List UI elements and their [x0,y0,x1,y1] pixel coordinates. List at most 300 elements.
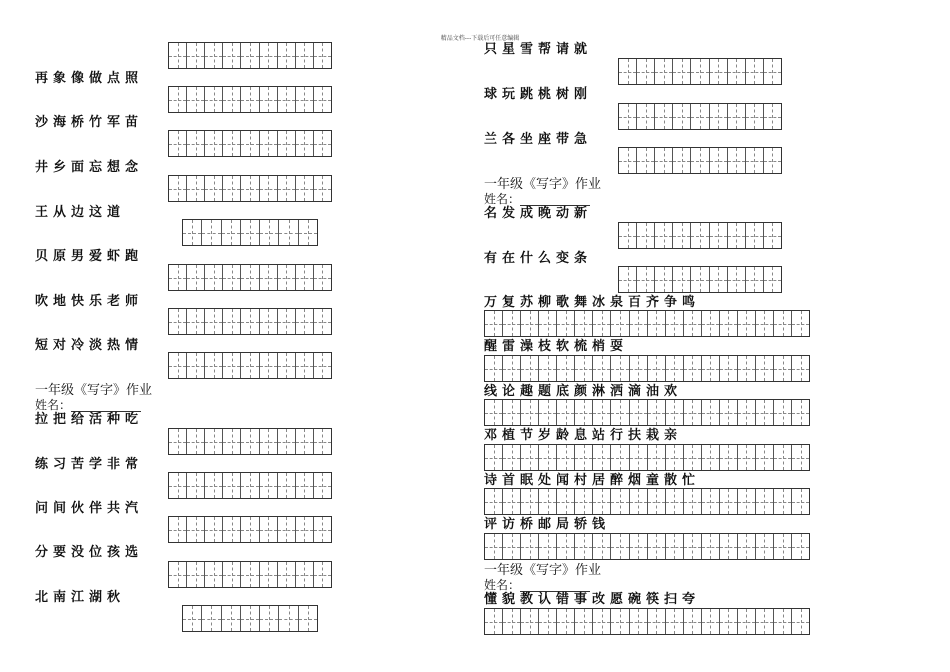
writing-cell [205,473,223,498]
writing-cell [183,220,202,245]
writing-cell [738,534,756,559]
writing-cell [278,429,296,454]
writing-cell [655,223,673,248]
writing-cell [702,400,720,425]
writing-cell [521,311,539,336]
writing-cell [296,265,314,290]
writing-cell [792,445,809,470]
writing-cell [673,148,691,173]
writing-grid [618,266,782,293]
writing-cell [792,356,809,381]
writing-cell [205,353,223,378]
writing-cell [764,104,781,129]
writing-cell [666,489,684,514]
writing-cell [764,267,781,292]
writing-cell [223,517,241,542]
writing-cell [260,87,278,112]
writing-cell [260,220,279,245]
writing-grid [484,533,810,560]
writing-cell [169,473,187,498]
writing-cell [619,104,637,129]
writing-cell [666,534,684,559]
writing-cell [260,562,278,587]
character-row: 再象像做点照 [35,71,144,86]
writing-cell [666,356,684,381]
writing-cell [503,356,521,381]
writing-cell [792,489,809,514]
writing-cell [521,356,539,381]
writing-cell [673,223,691,248]
writing-cell [223,353,241,378]
writing-cell [593,400,611,425]
writing-cell [278,131,296,156]
writing-cell [485,400,503,425]
writing-cell [169,131,187,156]
writing-cell [666,609,684,634]
writing-cell [702,609,720,634]
character-row: 沙海桥竹军苗 [35,115,144,130]
writing-cell [648,356,666,381]
writing-cell [648,311,666,336]
writing-cell [557,534,575,559]
writing-grid [168,130,332,157]
character-row: 线论趣题底颜淋洒滴油欢 [484,384,683,399]
writing-cell [710,223,728,248]
writing-cell [666,400,684,425]
writing-cell [637,148,655,173]
writing-cell [187,473,205,498]
writing-cell [296,562,314,587]
writing-cell [241,309,259,334]
writing-cell [260,606,279,631]
writing-cell [630,356,648,381]
character-row: 诗首眠处闻村居醉烟童散忙 [484,473,701,488]
writing-cell [720,356,738,381]
writing-cell [503,400,521,425]
writing-cell [746,267,764,292]
writing-cell [655,59,673,84]
writing-cell [205,43,223,68]
assignment-title: 一年级《写字》作业 [35,383,153,398]
writing-grid [484,310,810,337]
writing-cell [673,267,691,292]
writing-cell [296,429,314,454]
writing-cell [187,353,205,378]
writing-cell [720,311,738,336]
writing-cell [278,562,296,587]
writing-cell [521,609,539,634]
writing-cell [296,87,314,112]
writing-cell [648,445,666,470]
writing-cell [655,267,673,292]
writing-cell [539,356,557,381]
writing-cell [637,267,655,292]
writing-cell [296,517,314,542]
writing-grid [484,355,810,382]
writing-cell [485,534,503,559]
writing-cell [756,400,774,425]
writing-cell [702,445,720,470]
writing-cell [187,309,205,334]
writing-grid [484,608,810,635]
writing-cell [485,356,503,381]
writing-cell [202,220,221,245]
writing-grid [484,444,810,471]
writing-cell [314,43,331,68]
writing-cell [792,311,809,336]
writing-cell [728,104,746,129]
writing-cell [205,562,223,587]
writing-cell [619,59,637,84]
writing-cell [296,309,314,334]
writing-cell [278,43,296,68]
writing-cell [539,489,557,514]
writing-cell [279,606,298,631]
writing-cell [666,311,684,336]
writing-cell [485,311,503,336]
writing-cell [223,429,241,454]
writing-cell [756,489,774,514]
writing-grid [618,58,782,85]
writing-grid [618,147,782,174]
character-row: 贝原男爱虾跑 [35,249,144,264]
writing-cell [746,59,764,84]
writing-cell [774,445,792,470]
name-blank-line[interactable] [71,400,141,412]
writing-cell [746,148,764,173]
writing-cell [720,609,738,634]
writing-cell [314,131,331,156]
writing-cell [260,131,278,156]
writing-cell [691,148,709,173]
writing-cell [187,43,205,68]
writing-cell [223,562,241,587]
writing-cell [774,400,792,425]
character-row: 只星雪帮请就 [484,42,593,57]
writing-cell [728,148,746,173]
character-row: 邓植节岁龄息站行扶栽亲 [484,428,683,443]
writing-cell [756,609,774,634]
writing-cell [648,534,666,559]
writing-cell [503,609,521,634]
name-blank-line[interactable] [520,580,590,592]
writing-cell [222,606,241,631]
writing-cell [637,104,655,129]
writing-cell [169,176,187,201]
writing-cell [575,400,593,425]
writing-cell [314,265,331,290]
writing-cell [278,176,296,201]
writing-cell [756,356,774,381]
writing-cell [241,562,259,587]
character-row: 拉把给活种吃 [35,412,144,427]
writing-cell [241,517,259,542]
writing-cell [539,445,557,470]
name-label: 姓名： [484,192,521,206]
writing-cell [205,265,223,290]
student-name-field[interactable] [484,192,590,206]
writing-cell [611,609,629,634]
writing-cell [611,311,629,336]
writing-cell [187,176,205,201]
writing-cell [260,517,278,542]
writing-grid [168,264,332,291]
writing-cell [792,534,809,559]
writing-cell [684,534,702,559]
writing-cell [187,517,205,542]
writing-cell [314,87,331,112]
writing-cell [260,429,278,454]
writing-cell [223,265,241,290]
writing-cell [611,400,629,425]
writing-cell [720,400,738,425]
character-row: 兰各坐座带急 [484,132,593,147]
writing-cell [485,609,503,634]
assignment-title: 一年级《写字》作业 [484,177,602,192]
writing-cell [630,445,648,470]
writing-cell [684,356,702,381]
writing-cell [205,176,223,201]
writing-cell [764,148,781,173]
writing-cell [756,534,774,559]
character-row: 醒雷澡枝软梳梢耍 [484,339,629,354]
writing-cell [279,220,298,245]
writing-cell [720,534,738,559]
writing-grid [618,222,782,249]
writing-cell [720,445,738,470]
writing-cell [241,176,259,201]
writing-cell [611,534,629,559]
writing-cell [202,606,221,631]
writing-cell [260,353,278,378]
writing-cell [539,609,557,634]
writing-cell [611,356,629,381]
writing-cell [666,445,684,470]
writing-cell [557,445,575,470]
writing-cell [764,223,781,248]
writing-cell [241,473,259,498]
writing-cell [756,445,774,470]
writing-cell [702,356,720,381]
writing-cell [774,311,792,336]
writing-cell [223,473,241,498]
writing-cell [746,223,764,248]
writing-cell [278,265,296,290]
character-row: 球玩跳桃树刚 [484,87,593,102]
writing-cell [611,489,629,514]
writing-cell [593,445,611,470]
writing-grid [484,399,810,426]
writing-cell [557,489,575,514]
writing-cell [222,220,241,245]
writing-cell [630,311,648,336]
writing-cell [575,609,593,634]
writing-cell [710,104,728,129]
writing-cell [738,445,756,470]
writing-cell [278,309,296,334]
writing-cell [169,429,187,454]
writing-cell [575,489,593,514]
writing-cell [557,356,575,381]
writing-cell [205,517,223,542]
writing-cell [260,265,278,290]
writing-cell [521,400,539,425]
character-row: 井乡面忘想念 [35,160,144,175]
writing-cell [169,43,187,68]
writing-cell [296,176,314,201]
writing-cell [314,429,331,454]
writing-grid [618,103,782,130]
writing-cell [296,353,314,378]
writing-cell [774,609,792,634]
writing-cell [314,562,331,587]
writing-cell [575,445,593,470]
writing-grid [168,308,332,335]
writing-grid [182,219,318,246]
writing-cell [630,400,648,425]
writing-cell [223,176,241,201]
character-row: 吹地快乐老师 [35,294,144,309]
writing-cell [710,59,728,84]
writing-cell [557,400,575,425]
writing-cell [764,59,781,84]
writing-cell [593,356,611,381]
writing-cell [241,265,259,290]
writing-cell [539,534,557,559]
writing-cell [756,311,774,336]
writing-cell [223,309,241,334]
character-row: 名发成晚动新 [484,206,593,221]
writing-cell [314,517,331,542]
writing-cell [539,400,557,425]
writing-cell [205,131,223,156]
writing-cell [241,87,259,112]
writing-cell [278,87,296,112]
writing-cell [223,87,241,112]
writing-cell [260,176,278,201]
writing-cell [314,309,331,334]
character-row: 万复苏柳歌舞冰泉百齐争鸣 [484,295,701,310]
writing-cell [169,562,187,587]
writing-cell [169,87,187,112]
writing-cell [485,489,503,514]
writing-cell [619,267,637,292]
writing-cell [503,489,521,514]
writing-cell [593,311,611,336]
writing-cell [557,609,575,634]
name-blank-line[interactable] [520,194,590,206]
writing-cell [728,59,746,84]
writing-cell [720,489,738,514]
writing-grid [182,605,318,632]
writing-cell [673,104,691,129]
writing-cell [611,445,629,470]
writing-cell [710,148,728,173]
writing-cell [521,445,539,470]
writing-cell [702,489,720,514]
writing-cell [205,309,223,334]
character-row: 练习苦学非常 [35,457,144,472]
writing-grid [168,42,332,69]
writing-cell [691,104,709,129]
name-label: 姓名： [484,578,521,592]
writing-cell [648,489,666,514]
writing-cell [485,445,503,470]
writing-cell [619,223,637,248]
character-row: 有在什么变条 [484,251,593,266]
writing-cell [296,131,314,156]
writing-cell [630,609,648,634]
writing-cell [728,267,746,292]
writing-cell [684,609,702,634]
writing-cell [774,489,792,514]
writing-cell [557,311,575,336]
student-name-field[interactable] [35,398,141,412]
writing-cell [260,473,278,498]
writing-cell [792,400,809,425]
writing-cell [738,489,756,514]
writing-cell [296,43,314,68]
writing-grid [168,516,332,543]
writing-cell [738,311,756,336]
writing-cell [575,356,593,381]
writing-grid [484,488,810,515]
writing-cell [691,223,709,248]
writing-cell [299,220,317,245]
writing-cell [260,309,278,334]
writing-cell [593,489,611,514]
writing-cell [241,220,260,245]
writing-cell [684,445,702,470]
writing-cell [169,353,187,378]
writing-cell [521,534,539,559]
writing-cell [637,59,655,84]
writing-cell [241,131,259,156]
writing-cell [738,609,756,634]
writing-cell [630,489,648,514]
writing-cell [575,311,593,336]
student-name-field[interactable] [484,578,590,592]
character-row: 懂貌教认错事改愿碗筷扫夸 [484,592,701,607]
writing-cell [169,517,187,542]
writing-grid [168,352,332,379]
writing-cell [241,606,260,631]
writing-cell [278,353,296,378]
writing-cell [684,400,702,425]
writing-cell [205,429,223,454]
writing-cell [702,311,720,336]
writing-cell [746,104,764,129]
assignment-title: 一年级《写字》作业 [484,563,602,578]
character-row: 短对冷淡热情 [35,338,144,353]
writing-cell [187,429,205,454]
writing-cell [205,87,223,112]
writing-cell [278,517,296,542]
character-row: 王从边这道 [35,205,126,220]
writing-cell [503,311,521,336]
writing-cell [278,473,296,498]
writing-cell [648,400,666,425]
name-label: 姓名： [35,398,72,412]
writing-cell [702,534,720,559]
writing-cell [738,356,756,381]
writing-cell [223,131,241,156]
writing-cell [539,311,557,336]
writing-cell [593,609,611,634]
writing-cell [314,176,331,201]
writing-cell [691,267,709,292]
writing-cell [299,606,317,631]
